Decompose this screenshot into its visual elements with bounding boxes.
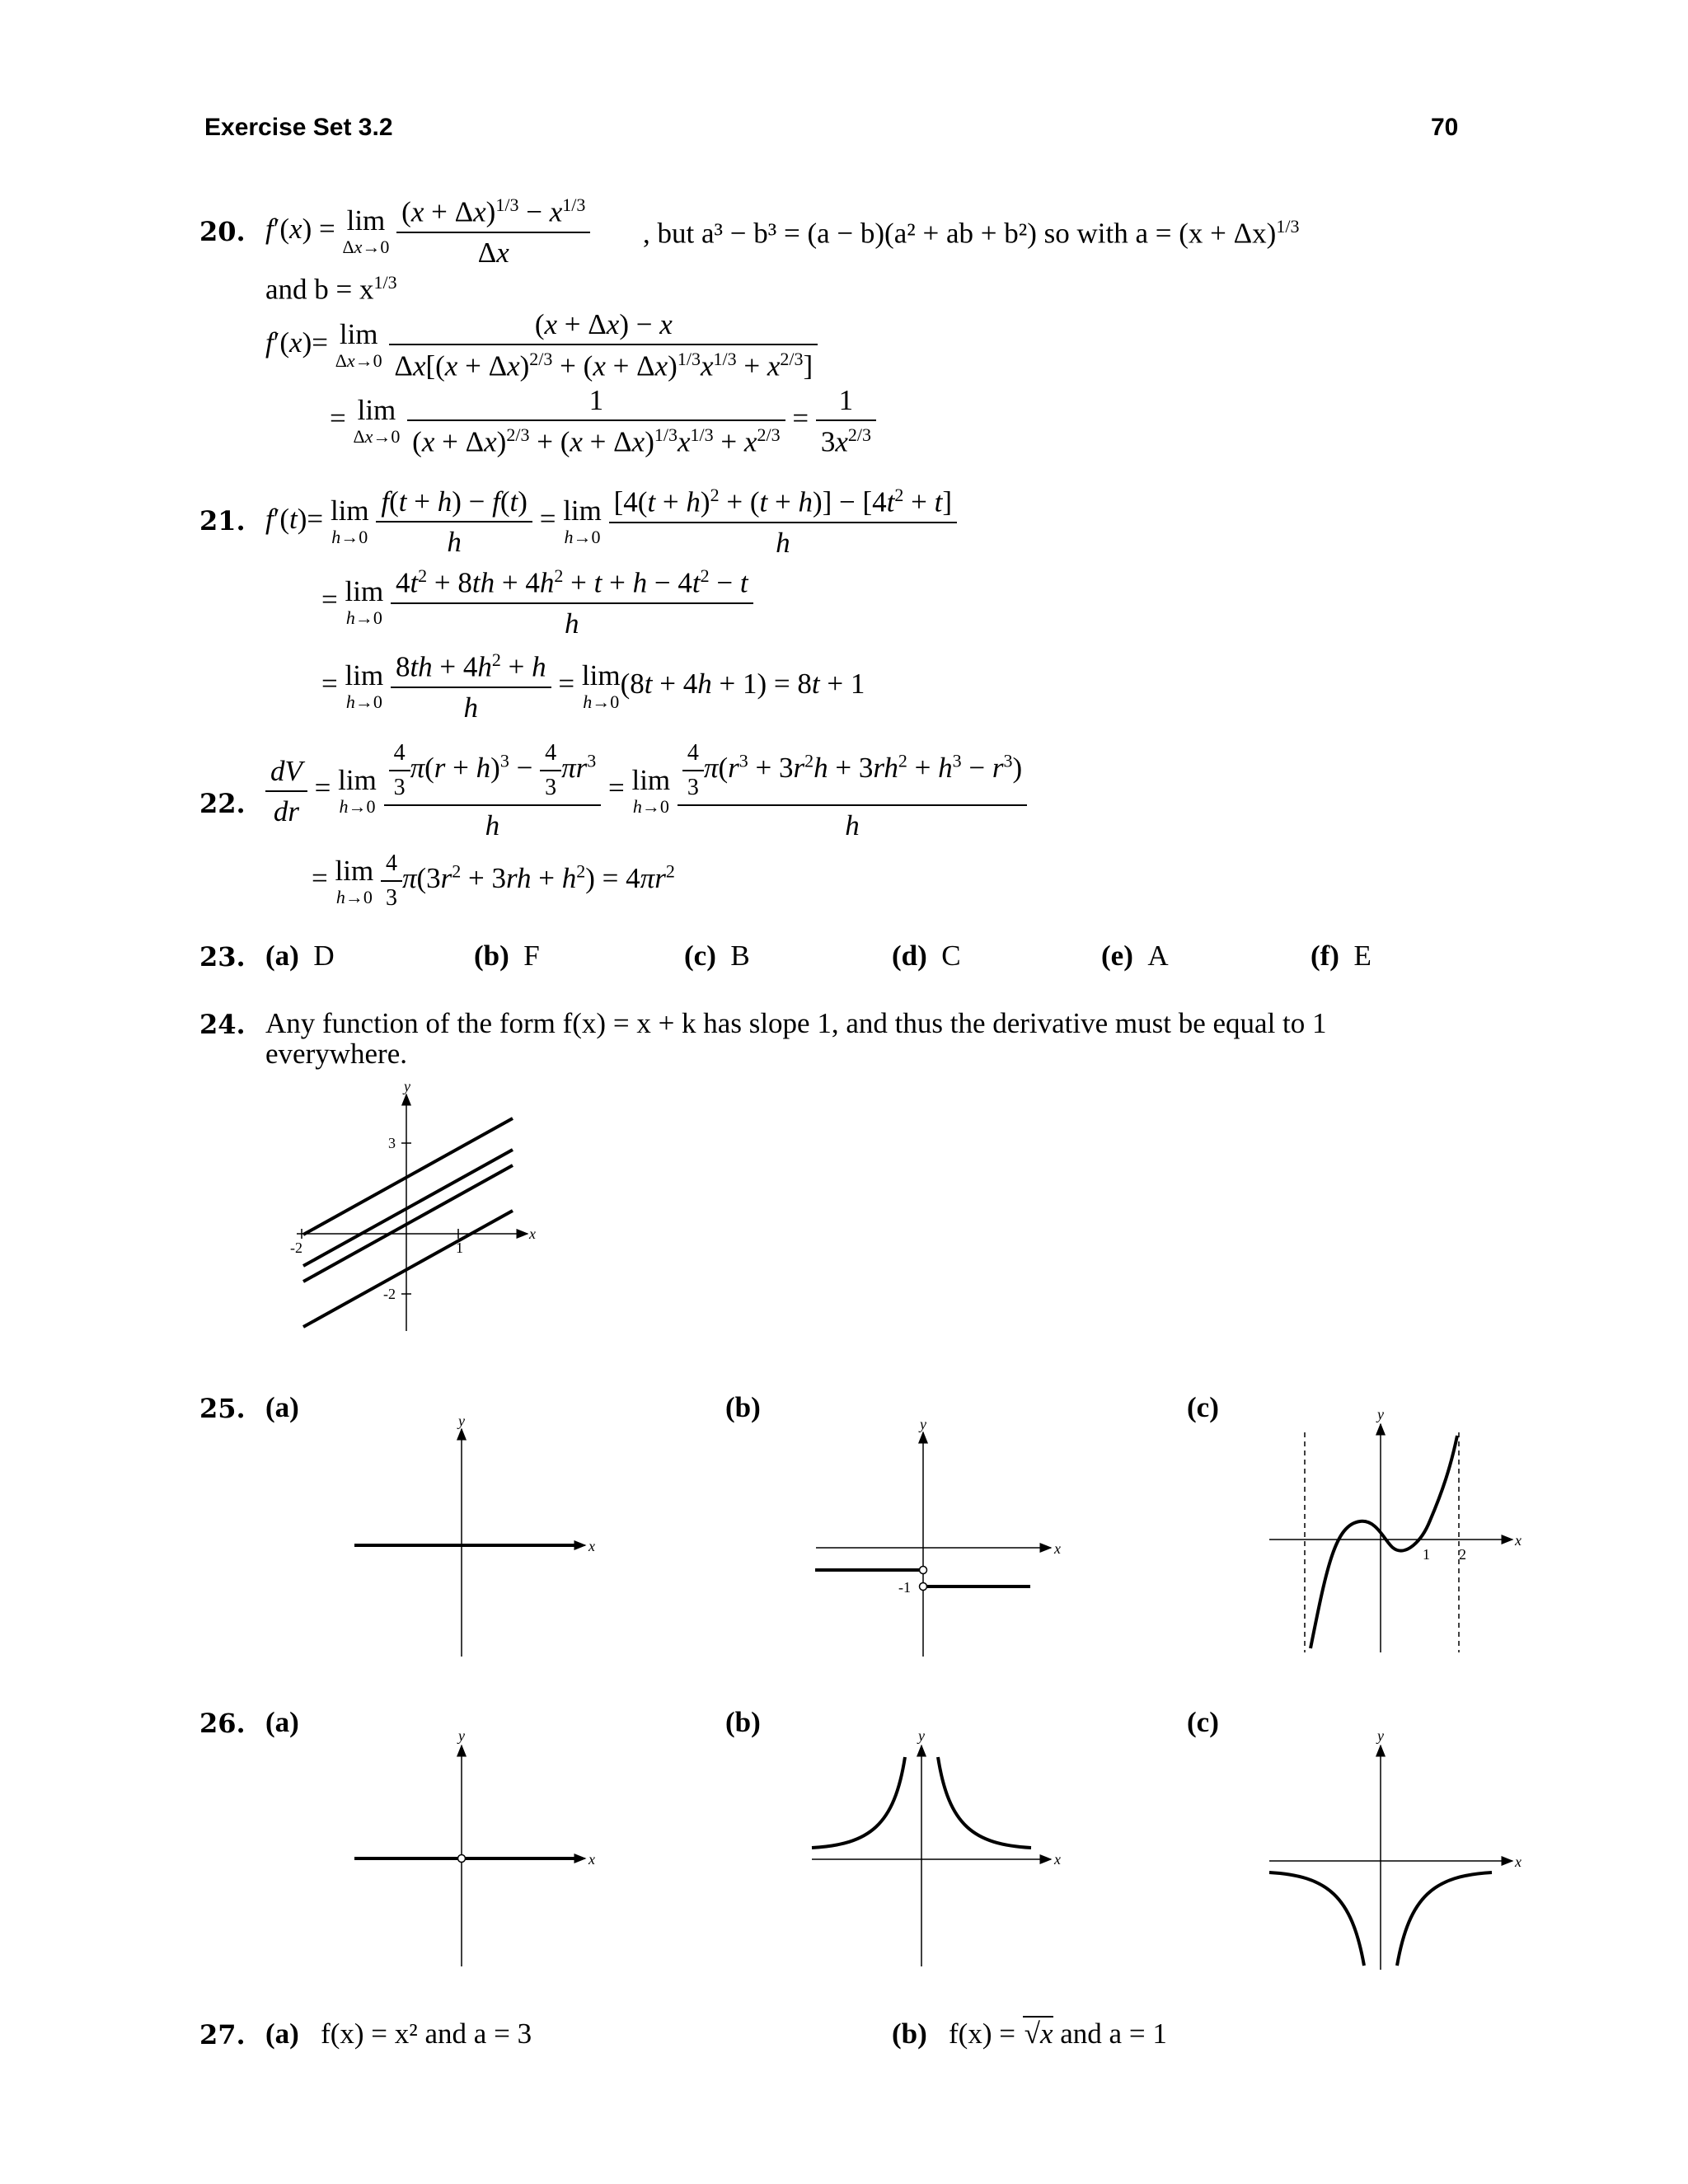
tick-y-neg2: -2 (383, 1286, 396, 1302)
tick-x-1: 1 (456, 1240, 463, 1256)
problem-22-number: 22. (199, 788, 246, 819)
problem-24-text-line1: Any function of the form f(x) = x + k has slope 1, and thus the derivative must be equal to 1 (265, 1007, 1327, 1039)
answer-23f: (f) E (1311, 940, 1372, 972)
y-axis-label: y (458, 1413, 465, 1429)
x-axis-label: x (529, 1226, 536, 1242)
problem-20-eq1: f′(x) = lim Δx→0 $\frac{(x + \Delta x)^{1/3} - x^{1/3}}{\Delta x}$ (265, 196, 590, 267)
open-point (920, 1567, 927, 1574)
answer-23a: (a) D (265, 940, 335, 972)
y-axis-label: y (918, 1727, 925, 1744)
graph-25a (346, 1409, 610, 1657)
right-branch (938, 1757, 1031, 1848)
problem-25-number: 25. (199, 1393, 246, 1424)
problem-20-eq3: = lim Δx→0 $\frac{1}{(x + \Delta x)^{2/3} + (x + \Delta x)^{1/3}x^{1/3} + x^{2/3}}$ = $\frac{1}{3x^{2/3}}$ (330, 386, 876, 457)
problem-20-eq2: f′(x)= lim Δx→0 $\frac{(x + \Delta x) - x}{\Delta x[(x + \Delta x)^{2/3} + (x + \Delta x)^{1/3}x^{1/3} + x^{2/3}]}$ (265, 310, 818, 381)
open-point (920, 1583, 927, 1591)
problem-25c-label: (c) (1187, 1391, 1219, 1423)
problem-24-text-line2: everywhere. (265, 1038, 407, 1070)
problem-21-eq1: f′(t)= lim h→0 $\frac{f(t + h) - f(t)}{h}$ = lim h→0 $\frac{[4(t + h)^2 + (t + h)] - [4t^2 + t]}{h}$ (265, 486, 957, 557)
y-axis-label: y (1377, 1406, 1384, 1422)
y-axis-label: y (1377, 1727, 1384, 1744)
x-axis-label: x (1515, 1532, 1522, 1549)
problem-21-eq3: = lim h→0 $\frac{8th + 4h^2 + h}{h}$ = lim h→0 (8t + 4h + 1) = 8t + 1 (321, 649, 865, 724)
problem-25a-label: (a) (265, 1391, 299, 1423)
tick-x-2: 2 (1459, 1546, 1466, 1563)
answer-23e: (e) A (1101, 940, 1169, 972)
graph-25b (812, 1409, 1076, 1657)
x-axis-label: x (588, 1851, 595, 1868)
curve (1311, 1436, 1457, 1648)
graph-26c (1269, 1722, 1541, 1978)
graph-26b (812, 1722, 1076, 1970)
problem-26-number: 26. (199, 1708, 246, 1739)
problem-20-condition: , but a³ − b³ = (a − b)(a² + ab + b²) so with $a = (x + \Delta x)^{1/3}$ (643, 216, 1300, 250)
y-axis-label: y (458, 1727, 465, 1744)
problem-20-and-b: and $b = x^{1/3}$ (265, 272, 397, 306)
section-title: Exercise Set 3.2 (204, 114, 393, 141)
x-axis-label: x (1054, 1851, 1061, 1868)
tick-x-neg2: -2 (290, 1240, 302, 1256)
line-4 (303, 1211, 513, 1327)
answer-23c: (c) B (684, 940, 750, 972)
left-branch (1269, 1872, 1364, 1966)
problem-26a-label: (a) (265, 1706, 299, 1738)
tick-x-1: 1 (1423, 1546, 1430, 1563)
problem-22-eq1: $\frac{dV}{dr}$ = lim h→0 $\frac{4}{3}$ $\pi(r + h)^3$ − $\frac{4}{3}$ $\pi r^3$ h = lim h→0 $\frac{4}{3}$ $\pi(r^3 + 3r^2h + 3rh^2 + h^3 - r^3)$ h (265, 742, 1027, 840)
y-axis-label: y (404, 1078, 410, 1094)
answer-23b: (b) F (474, 940, 540, 972)
problem-21-eq2: = lim h→0 $\frac{4t^2 + 8th + 4h^2 + t + h - 4t^2 - t}{h}$ (321, 567, 753, 638)
problem-22-eq2: = lim h→0 $\frac{4}{3}$ $\pi(3r^2 + 3rh + h^2) = 4\pi r^2$ (312, 851, 675, 911)
line-3 (303, 1165, 513, 1282)
problem-27-number: 27. (199, 2019, 246, 2050)
problem-26b-label: (b) (725, 1706, 761, 1738)
x-axis-label: x (1515, 1854, 1522, 1870)
left-branch (812, 1757, 905, 1848)
problem-21-number: 21. (199, 505, 246, 537)
line-2 (303, 1150, 513, 1266)
answer-23d: (d) C (892, 940, 961, 972)
x-axis-label: x (588, 1538, 595, 1554)
line-1 (303, 1118, 513, 1235)
problem-27a: (a) f(x) = x² and a = 3 (265, 2018, 532, 2050)
problem-25b-label: (b) (725, 1391, 761, 1423)
y-axis-label: y (920, 1416, 926, 1432)
right-branch (1397, 1872, 1492, 1966)
page-number: 70 (1431, 114, 1459, 141)
problem-24-number: 24. (199, 1009, 246, 1040)
tick-neg1: -1 (898, 1579, 911, 1596)
tick-y-3: 3 (388, 1135, 396, 1151)
open-point (458, 1855, 466, 1863)
graph-26a (346, 1722, 610, 1970)
problem-24-graph (280, 1080, 560, 1335)
sqrt-x: √x (1024, 2018, 1053, 2050)
graph-25c (1269, 1401, 1541, 1657)
x-axis-label: x (1054, 1540, 1061, 1557)
problem-26c-label: (c) (1187, 1706, 1219, 1738)
problem-23-number: 23. (199, 941, 246, 972)
problem-20-number: 20. (199, 216, 246, 247)
problem-27b: (b) f(x) = √x and a = 1 (892, 2018, 1167, 2050)
